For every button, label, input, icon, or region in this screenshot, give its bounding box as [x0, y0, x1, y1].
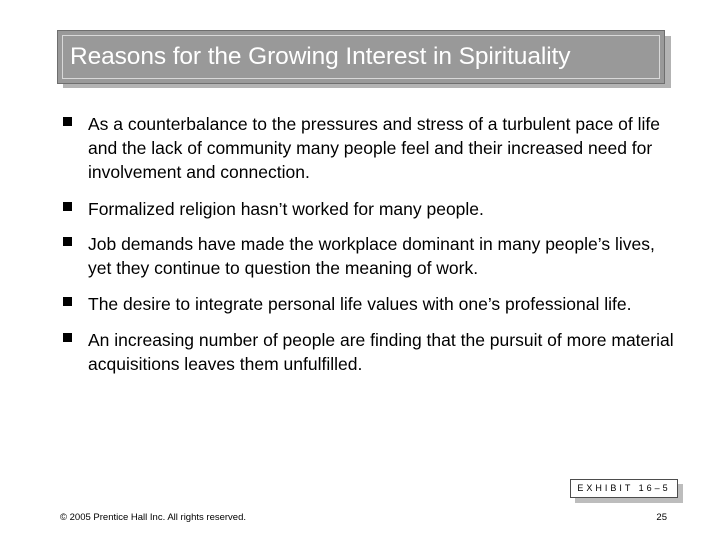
list-item: [60, 112, 680, 184]
list-item: [60, 292, 680, 316]
bullet-text: Formalized religion hasn’t worked for many people.: [88, 199, 484, 219]
list-item: [60, 197, 680, 221]
bullet-text: As a counterbalance to the pressures and stress of a turbulent pace of life and the lack of community many people feel and their increased need for involvement and connection.: [88, 114, 661, 182]
exhibit-text: EXHIBIT 16–5: [570, 479, 678, 498]
slide-title: Reasons for the Growing Interest in Spirituality: [70, 43, 571, 70]
bullet-text: An increasing number of people are finding that the pursuit of more material acquisitions leaves them unfulfilled.: [88, 330, 674, 374]
bullet-text: Job demands have made the workplace dominant in many people’s lives, yet they continue to question the meaning of work.: [88, 234, 655, 278]
exhibit-label: [570, 479, 682, 503]
square-bullet-icon: [63, 297, 72, 306]
bullet-text: The desire to integrate personal life values with one’s professional life.: [88, 294, 632, 314]
square-bullet-icon: [63, 202, 72, 211]
square-bullet-icon: [63, 237, 72, 246]
square-bullet-icon: [63, 333, 72, 342]
list-item: [60, 328, 680, 376]
copyright-notice: © 2005 Prentice Hall Inc. All rights reserved.: [60, 512, 247, 523]
list-item: [60, 232, 680, 280]
bullet-list: [60, 112, 680, 376]
page-number: 25: [656, 512, 667, 523]
title-banner: [57, 30, 669, 86]
title-box: [57, 30, 665, 84]
square-bullet-icon: [63, 117, 72, 126]
